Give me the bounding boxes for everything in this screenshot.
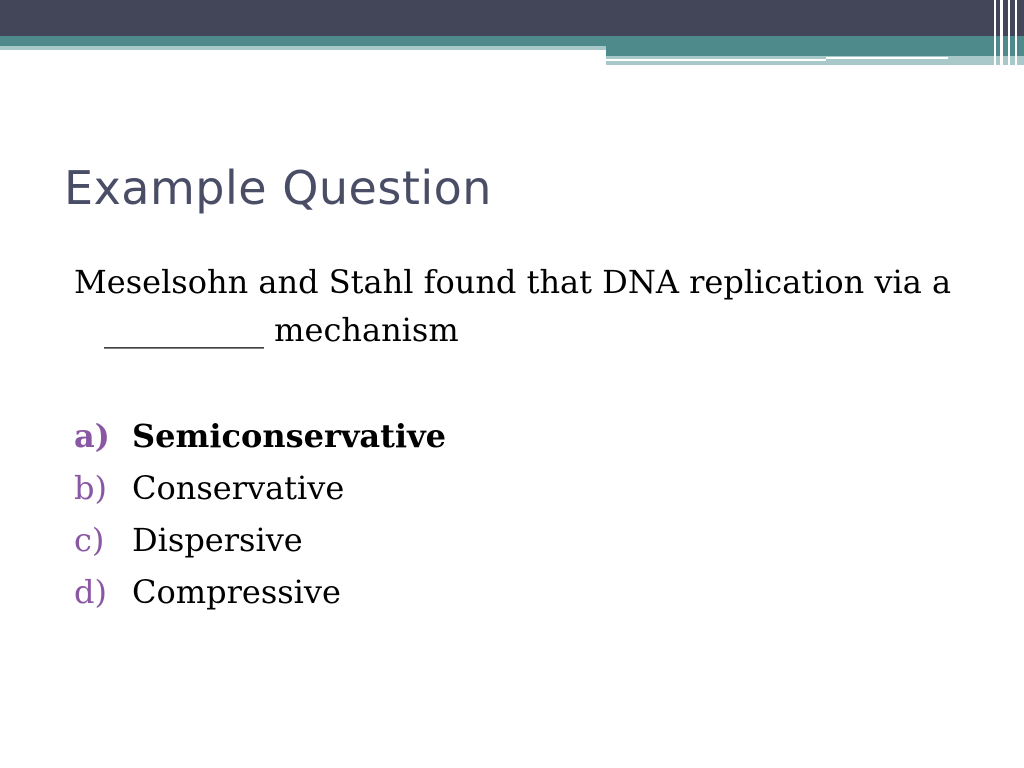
option-marker: d) — [74, 573, 107, 611]
option-text: Compressive — [132, 573, 341, 611]
header-rule-line — [606, 59, 826, 61]
header-vertical-stripe — [1015, 0, 1017, 68]
header-band-dark — [0, 0, 1024, 36]
option-marker: c) — [74, 521, 105, 559]
header-vertical-stripe — [1008, 0, 1010, 68]
option-marker: b) — [74, 469, 107, 507]
header-vertical-stripe — [1000, 0, 1003, 68]
option-text: Dispersive — [132, 521, 303, 559]
question-text: Meselsohn and Stahl found that DNA replication via a __________ mechanism — [74, 263, 952, 349]
option-text: Semiconservative — [132, 417, 447, 455]
header-band-teal-right — [606, 46, 1024, 56]
header-band-light-left — [0, 46, 606, 50]
header-rule-line — [826, 57, 948, 59]
header-vertical-stripe — [994, 0, 996, 68]
option-text: Conservative — [132, 469, 345, 507]
header-band-teal — [0, 36, 1024, 46]
option-marker: a) — [74, 417, 110, 455]
slide-title: Example Question — [64, 161, 492, 215]
